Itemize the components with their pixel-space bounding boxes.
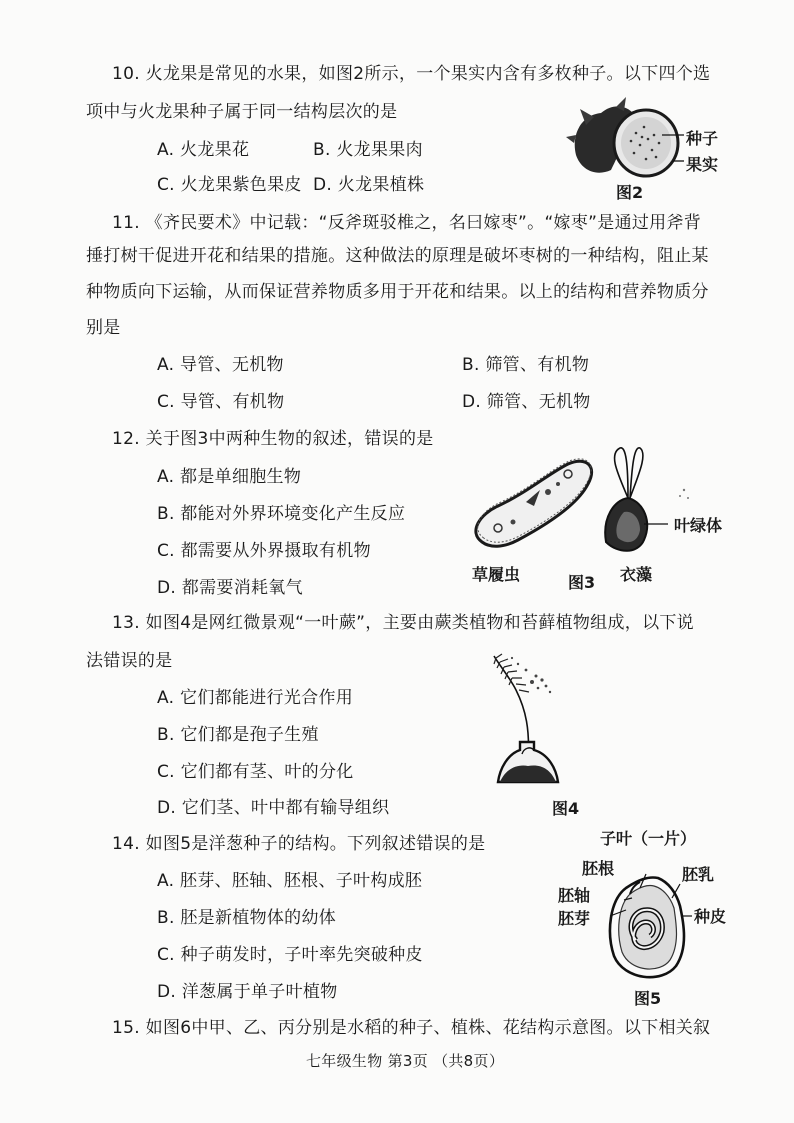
q12-option-b: B. 都能对外界环境变化产生反应 (157, 504, 406, 524)
q10-stem-line2: 项中与火龙果种子属于同一结构层次的是 (86, 102, 398, 122)
q14-fig-label-seedcoat: 种皮 (694, 907, 727, 926)
q10-stem-line1: 10. 火龙果是常见的水果，如图2所示，一个果实内含有多枚种子。以下四个选 (112, 64, 711, 84)
q14-fig-label-cotyledon: 子叶（一片） (600, 829, 697, 848)
q13-stem-line2: 法错误的是 (86, 651, 173, 671)
q10-option-d: D. 火龙果植株 (313, 175, 425, 195)
paramecium-chlamydomonas-figure (468, 444, 698, 564)
q12-fig-caption: 图3 (568, 573, 596, 592)
q14-fig-label-radicle: 胚根 (582, 859, 615, 878)
q13-option-a: A. 它们都能进行光合作用 (157, 688, 354, 708)
q14-stem: 14. 如图5是洋葱种子的结构。下列叙述错误的是 (112, 834, 486, 854)
dragon-fruit-figure (566, 95, 696, 185)
q11-stem-line4: 别是 (86, 318, 121, 338)
q12-fig-label-paramecium: 草履虫 (472, 565, 521, 584)
q11-stem-line2: 捶打树干促进开花和结果的措施。这种做法的原理是破坏枣树的一种结构，阻止某 (86, 246, 709, 266)
q10-fig-label-fruit: 果实 (686, 155, 719, 174)
q10-fig-label-seed: 种子 (686, 129, 719, 148)
q14-fig-label-plumule: 胚芽 (558, 909, 591, 928)
q12-stem: 12. 关于图3中两种生物的叙述，错误的是 (112, 429, 434, 449)
q11-option-c: C. 导管、有机物 (157, 392, 285, 412)
q10-fig-caption: 图2 (616, 183, 644, 202)
q11-option-d: D. 筛管、无机物 (462, 392, 591, 412)
q13-option-b: B. 它们都是孢子生殖 (157, 725, 319, 745)
q10-option-c: C. 火龙果紫色果皮 (157, 175, 302, 195)
q12-option-a: A. 都是单细胞生物 (157, 467, 302, 487)
q10-option-b: B. 火龙果果肉 (313, 140, 423, 160)
q14-fig-label-endosperm: 胚乳 (682, 865, 715, 884)
fern-microlandscape-figure (488, 650, 572, 790)
q14-option-b: B. 胚是新植物体的幼体 (157, 908, 337, 928)
q13-stem-line1: 13. 如图4是网红微景观“一叶蕨”，主要由蕨类植物和苔藓植物组成，以下说 (112, 613, 694, 633)
page-footer: 七年级生物 第3页 （共8页） (306, 1052, 505, 1070)
q11-option-a: A. 导管、无机物 (157, 355, 284, 375)
q14-fig-caption: 图5 (634, 989, 662, 1008)
q10-option-a: A. 火龙果花 (157, 140, 250, 160)
q14-fig-label-hypocotyl: 胚轴 (558, 886, 591, 905)
q11-stem-line3: 种物质向下运输，从而保证营养物质多用于开花和结果。以上的结构和营养物质分 (86, 282, 709, 302)
q11-stem-line1: 11. 《齐民要术》中记载：“反斧斑驳椎之，名曰嫁枣”。“嫁枣”是通过用斧背 (112, 213, 702, 233)
q12-fig-label-chlamydomonas: 衣藻 (620, 565, 653, 584)
q14-option-c: C. 种子萌发时，子叶率先突破种皮 (157, 945, 423, 965)
q14-option-a: A. 胚芽、胚轴、胚根、子叶构成胚 (157, 871, 423, 891)
q13-option-d: D. 它们茎、叶中都有输导组织 (157, 798, 390, 818)
q14-option-d: D. 洋葱属于单子叶植物 (157, 982, 338, 1002)
q13-fig-caption: 图4 (552, 799, 580, 818)
q11-option-b: B. 筛管、有机物 (462, 355, 590, 375)
q12-option-c: C. 都需要从外界摄取有机物 (157, 541, 371, 561)
q15-stem-line1: 15. 如图6中甲、乙、丙分别是水稻的种子、植株、花结构示意图。以下相关叙 (112, 1018, 711, 1038)
q13-option-c: C. 它们都有茎、叶的分化 (157, 762, 354, 782)
q12-option-d: D. 都需要消耗氧气 (157, 578, 303, 598)
q12-fig-label-chloroplast: 叶绿体 (674, 516, 723, 535)
